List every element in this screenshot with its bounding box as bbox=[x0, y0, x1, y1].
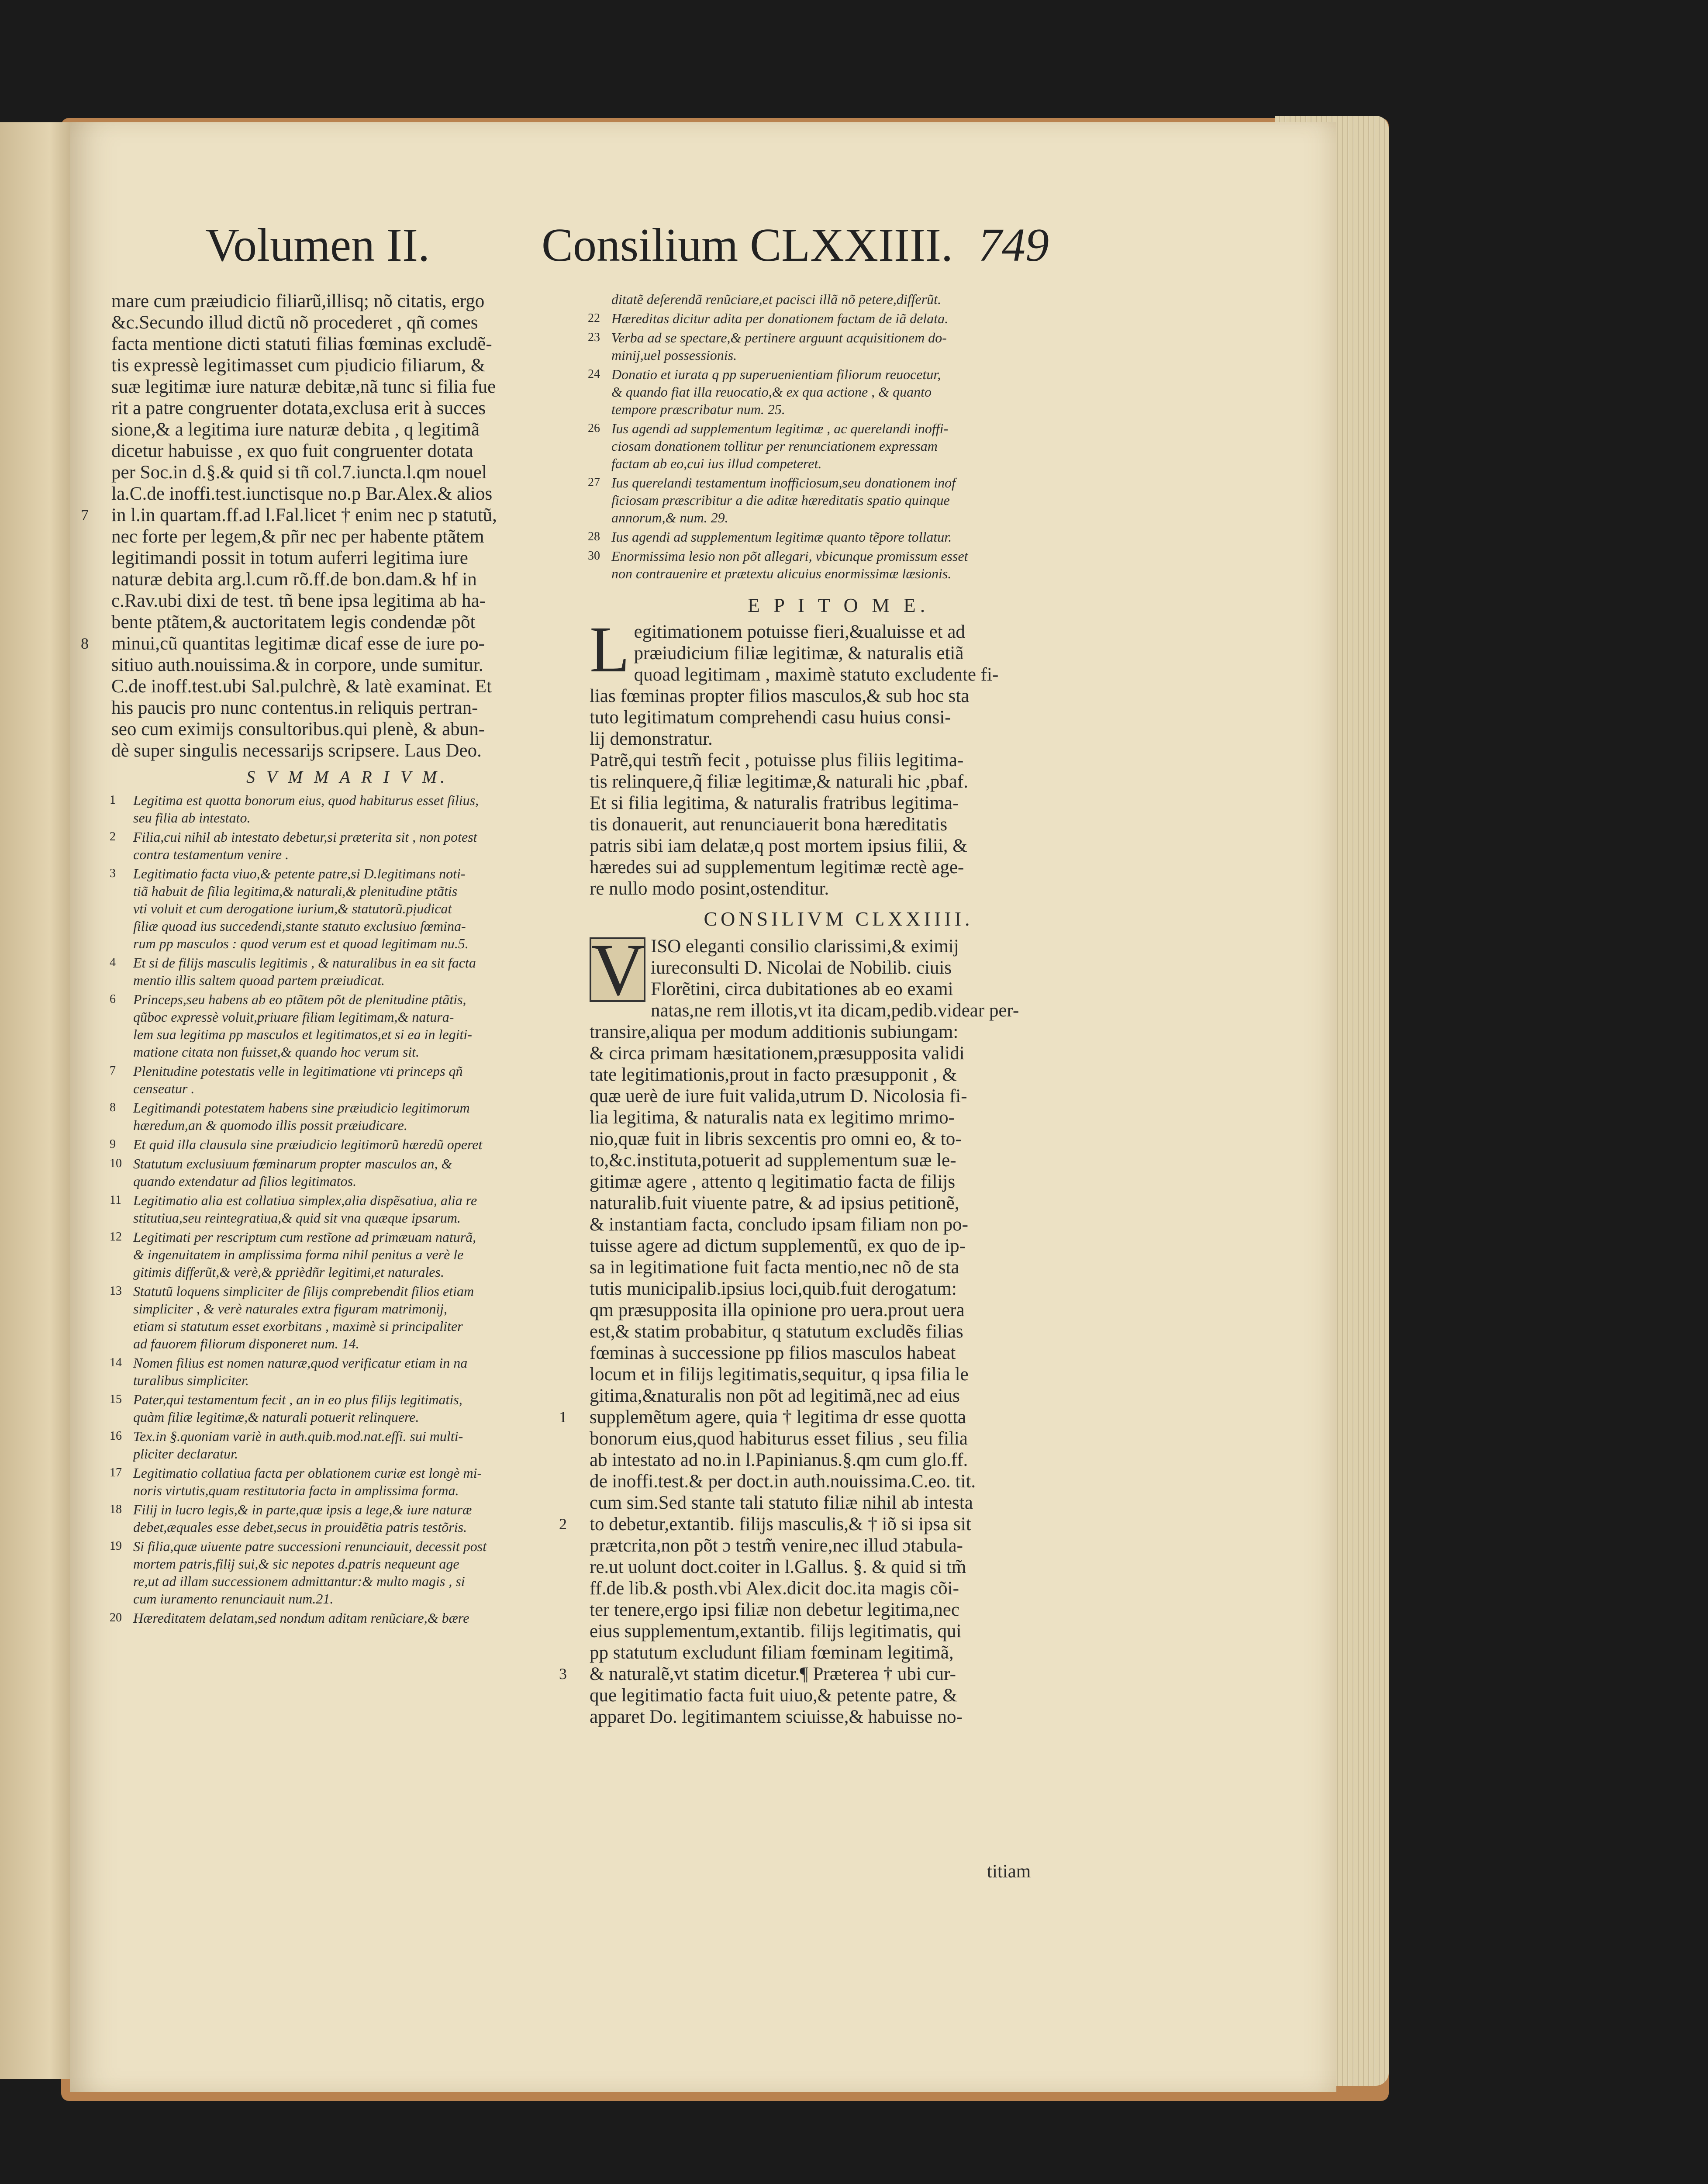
epitome-paragraph bbox=[590, 613, 1087, 750]
text-line: dicetur habuisse , ex quo fuit congruenter dotata bbox=[111, 441, 473, 461]
summarium-heading: S V M M A R I V M. bbox=[246, 767, 449, 787]
text-line: quàm filiæ legitimæ,& naturali potuerit relinquere. bbox=[133, 1409, 419, 1425]
summarium-item bbox=[590, 329, 1087, 364]
summarium-item bbox=[111, 1155, 583, 1190]
text-line: Princeps,seu habens ab eo ptãtem põt de plenitudine ptãtis, bbox=[133, 992, 466, 1007]
summarium-item bbox=[590, 547, 1087, 582]
text-line: cum sim.Sed stante tali statuto filiæ nihil ab intesta bbox=[590, 1493, 973, 1513]
summarium-number: 15 bbox=[110, 1393, 122, 1406]
text-line: per Soc.in d.§.& quid si tñ col.7.iuncta.l.qm nouel bbox=[111, 462, 487, 483]
text-line: his paucis pro nunc contentus.in reliquis pertran- bbox=[111, 698, 478, 718]
consilium-text-block bbox=[111, 290, 583, 505]
text-line: Donatio et iurata q pp superuenientiam filiorum reuocetur, bbox=[611, 366, 941, 382]
summarium-number: 14 bbox=[110, 1356, 122, 1369]
text-line: tempore præscribatur num. 25. bbox=[611, 401, 785, 417]
text-line: re,ut ad illam successionem admittantur:& multo magis , si bbox=[133, 1573, 465, 1589]
summarium-number: 19 bbox=[110, 1539, 122, 1553]
summarium-item bbox=[111, 954, 583, 989]
consilium-text-block bbox=[81, 505, 583, 633]
summarium-number: 26 bbox=[588, 422, 600, 435]
text-line: gitimis differũt,& verè,& pprièdñr legitimi,et naturales. bbox=[133, 1264, 444, 1280]
summarium-item bbox=[111, 1391, 583, 1426]
summarium-number: 11 bbox=[110, 1193, 121, 1207]
summarium-item bbox=[111, 1062, 583, 1097]
text-line: Verba ad se spectare,& pertinere arguunt acquisitionem do- bbox=[611, 330, 947, 346]
summarium-item bbox=[111, 1228, 583, 1281]
text-line: cum iuramento renunciauit num.21. bbox=[133, 1591, 334, 1607]
summarium-number: 7 bbox=[110, 1064, 116, 1078]
summarium-list bbox=[111, 791, 583, 1627]
text-line: suæ legitimæ iure naturæ debitæ,nã tunc si filia fue bbox=[111, 377, 496, 397]
text-line: præiudicium filiæ legitimæ, & naturalis etiã bbox=[634, 643, 964, 663]
text-line: facta mentione dicti statuti filias fœminas excludẽ- bbox=[111, 334, 492, 354]
text-line: simpliciter , & verè naturales extra figuram matrimonij, bbox=[133, 1301, 448, 1317]
text-line: Et quid illa clausula sine præiudicio legitimorũ hæredũ operet bbox=[133, 1137, 483, 1152]
text-line: supplemẽtum agere, quia † legitima dr esse quotta bbox=[590, 1407, 966, 1427]
text-line: &c.Secundo illud dictũ nõ procederet , qñ comes bbox=[111, 312, 478, 333]
text-line: re.ut uolunt doct.coiter in l.Gallus. §. & quid si tm̃ bbox=[590, 1557, 966, 1577]
summarium-number: 1 bbox=[110, 793, 116, 807]
text-line: legitimandi possit in totum auferri legitima iure bbox=[111, 548, 468, 568]
text-line: Nomen filius est nomen naturæ,quod verificatur etiam in na bbox=[133, 1355, 468, 1371]
margin-number: 8 bbox=[81, 635, 89, 652]
summarium-item bbox=[590, 310, 1087, 327]
text-line: quæ uerè de iure fuit valida,utrum D. Nicolosia fi- bbox=[590, 1086, 967, 1106]
text-line: natas,ne rem illotis,vt ita dicam,pedib.videar per- bbox=[651, 1000, 1019, 1021]
text-line: gitima,&naturalis non põt ad legitimã,nec ad eius bbox=[590, 1386, 960, 1406]
text-line: tuisse agere ad dictum supplementũ, ex quo de ip- bbox=[590, 1236, 966, 1256]
margin-number: 3 bbox=[559, 1665, 567, 1683]
consilium-text-block bbox=[559, 1406, 1087, 1514]
text-line: bente ptãtem,& auctoritatem legis condendæ põt bbox=[111, 612, 476, 632]
summarium-item bbox=[111, 791, 583, 826]
text-line: noris virtutis,quam restitutoria facta in amplissima forma. bbox=[133, 1482, 459, 1498]
text-line: minui,cũ quantitas legitimæ dicaf esse de iure po- bbox=[111, 633, 485, 654]
text-line: Legitimati per rescriptum cum restĩone ad primæuam naturã, bbox=[133, 1229, 476, 1245]
summarium-item bbox=[111, 1192, 583, 1227]
text-line: Si filia,quæ uiuente patre successioni renunciauit, decessit post bbox=[133, 1538, 487, 1554]
summarium-item bbox=[111, 828, 583, 863]
summarium-item bbox=[111, 1099, 583, 1134]
consilium-text-block bbox=[559, 1514, 1087, 1663]
summarium-number: 13 bbox=[110, 1284, 122, 1298]
text-line: C.de inoff.test.ubi Sal.pulchrè, & latè examinat. Et bbox=[111, 676, 492, 697]
text-line: transire,aliqua per modum additionis subiungam: bbox=[590, 1022, 959, 1042]
text-line: ter tenere,ergo ipsi filiæ non debetur legitima,nec bbox=[590, 1600, 959, 1620]
text-line: Et si filia legitima, & naturalis fratribus legitima- bbox=[590, 793, 959, 813]
text-line: rum pp masculos : quod verum est et quoad legitimam nu.5. bbox=[133, 936, 469, 951]
text-line: hæredum,an & quomodo illis possit præiudicare. bbox=[133, 1117, 407, 1133]
text-line: mare cum præiudicio filiarũ,illisq; nõ citatis, ergo bbox=[111, 291, 485, 311]
text-line: tuto legitimatum comprehendi casu huius consi- bbox=[590, 707, 951, 728]
page-number: 749 bbox=[978, 219, 1049, 271]
text-line: iureconsulti D. Nicolai de Nobilib. ciuis bbox=[651, 957, 952, 978]
text-line: & naturalẽ,vt statim dicetur.¶ Præterea † ubi cur- bbox=[590, 1664, 956, 1684]
text-line: hæredes sui ad supplementum legitimæ rectè age- bbox=[590, 857, 964, 878]
text-line: Et si de filijs masculis legitimis , & naturalibus in ea sit facta bbox=[133, 955, 476, 971]
text-line: qũboc expressè voluit,priuare filiam legitimam,& natura- bbox=[133, 1009, 454, 1025]
text-line: Plenitudine potestatis velle in legitimatione vti princeps qñ bbox=[133, 1063, 463, 1079]
catchword: titiam bbox=[987, 1861, 1031, 1882]
summarium-number: 18 bbox=[110, 1503, 122, 1516]
right-column bbox=[559, 290, 1087, 1728]
epitome-paragraph bbox=[590, 792, 1087, 899]
text-line: & quando fiat illa reuocatio,& ex qua actione , & quanto bbox=[611, 384, 932, 400]
summarium-item bbox=[111, 1136, 583, 1153]
summarium-number: 3 bbox=[110, 867, 116, 880]
summarium-number: 27 bbox=[588, 476, 600, 489]
text-line: turalibus simpliciter. bbox=[133, 1372, 249, 1388]
consilium-heading: CONSILIVM CLXXIIII. bbox=[704, 908, 973, 930]
text-line: & instantiam facta, concludo ipsam filiam non po- bbox=[590, 1214, 968, 1235]
text-line: tate legitimationis,prout in facto præsupponit , & bbox=[590, 1064, 957, 1085]
summarium-number: 8 bbox=[110, 1101, 116, 1114]
text-line: bonorum eius,quod habiturus esset filius , seu filia bbox=[590, 1428, 968, 1449]
text-line: tiã habuit de filia legitima,& naturali,& plenitudine ptãtis bbox=[133, 883, 458, 899]
text-line: quoad legitimam , maximè statuto excludente fi- bbox=[634, 664, 999, 685]
text-line: ISO eleganti consilio clarissimi,& eximij bbox=[651, 936, 959, 957]
summarium-number: 4 bbox=[110, 956, 116, 969]
text-line: de inoffi.test.& per doct.in auth.nouissima.C.eo. tit. bbox=[590, 1471, 976, 1492]
summarium-number: 20 bbox=[110, 1611, 122, 1624]
summarium-number: 28 bbox=[588, 530, 600, 543]
text-line: seu filia ab intestato. bbox=[133, 810, 251, 826]
summarium-item bbox=[590, 474, 1087, 526]
text-line: Legitimatio alia est collatiua simplex,alia dispẽsatiua, alia re bbox=[133, 1192, 477, 1208]
consilium-text-block bbox=[81, 633, 583, 761]
text-line: Hæreditatem delatam,sed nondum aditam renũciare,& bære bbox=[133, 1610, 469, 1626]
text-line: ditatẽ deferendã renũciare,et pacisci illã nõ petere,differũt. bbox=[611, 291, 942, 307]
text-line: stitutiua,seu reintegratiua,& quid sit vna quæque ipsarum. bbox=[133, 1210, 461, 1226]
summarium-item bbox=[111, 865, 583, 952]
summarium-item bbox=[111, 1538, 583, 1607]
drop-capital: V bbox=[590, 937, 645, 1002]
text-line: Enormissima lesio non põt allegari, vbicunque promissum esset bbox=[611, 548, 968, 564]
consilium-label: Consilium CLXXIIII. bbox=[542, 219, 953, 271]
summarium-item bbox=[111, 1464, 583, 1499]
summarium-number: 17 bbox=[110, 1466, 122, 1479]
epitome-paragraph bbox=[590, 750, 1087, 792]
text-line: to debetur,extantib. filijs masculis,& † iõ si ipsa sit bbox=[590, 1514, 971, 1534]
text-line: ff.de lib.& posth.vbi Alex.dicit doc.ita magis cõi- bbox=[590, 1578, 959, 1599]
summarium-number: 22 bbox=[588, 311, 600, 325]
text-line: pp statutum excludunt filiam fœminam legitimã, bbox=[590, 1642, 954, 1663]
text-line: Hæreditas dicitur adita per donationem factam de iã delata. bbox=[611, 311, 949, 326]
text-line: c.Rav.ubi dixi de test. tñ bene ipsa legitima ab ha- bbox=[111, 591, 486, 611]
text-line: seo cum eximijs consultoribus.qui plenè, & abun- bbox=[111, 719, 485, 740]
text-line: annorum,& num. 29. bbox=[611, 510, 728, 525]
text-line: que legitimatio facta fuit uiuo,& petente patre, & bbox=[590, 1685, 957, 1706]
text-line: tis expressè legitimasset cum pịudicio filiarum, & bbox=[111, 355, 486, 376]
text-line: egitimationem potuisse fieri,&ualuisse et ad bbox=[634, 622, 965, 642]
text-line: to,&c.instituta,potuerit ad supplementum suæ le- bbox=[590, 1150, 956, 1171]
text-line: est,& statim probabitur, q statutum excludẽs filias bbox=[590, 1321, 963, 1342]
text-line: quando extendatur ad filios legitimatos. bbox=[133, 1173, 357, 1189]
text-line: Legitimandi potestatem habens sine præiudicio legitimorum bbox=[133, 1100, 470, 1116]
summarium-number: 30 bbox=[588, 549, 600, 563]
summarium-item bbox=[590, 528, 1087, 546]
text-line: apparet Do. legitimantem sciuisse,& habuisse no- bbox=[590, 1707, 963, 1727]
text-line: Legitimatio facta viuo,& petente patre,si D.legitimans noti- bbox=[133, 866, 466, 881]
text-line: sa in legitimatione fuit facta mentio,nec nõ de sta bbox=[590, 1257, 959, 1278]
text-line: Patrẽ,qui testm̃ fecit , potuisse plus filiis legitima- bbox=[590, 750, 964, 771]
text-line: sione,& a legitima iure naturæ debita , q legitimã bbox=[111, 419, 480, 440]
summarium-item bbox=[111, 1282, 583, 1352]
text-line: debet,æquales esse debet,secus in prouidẽtia patris testõris. bbox=[133, 1519, 467, 1535]
text-line: lias fœminas propter filios masculos,& sub hoc sta bbox=[590, 686, 970, 706]
summarium-number: 2 bbox=[110, 830, 116, 843]
text-line: naturalib.fuit viuente patre, & ad ipsius petitionẽ, bbox=[590, 1193, 959, 1213]
text-line: re nullo modo posint,ostenditur. bbox=[590, 878, 829, 899]
text-line: qm præsupposita illa opinione pro uera.prout uera bbox=[590, 1300, 965, 1320]
text-line: ficiosam præscribitur a die aditæ hæreditatis spatio quinque bbox=[611, 492, 950, 508]
summarium-number: 23 bbox=[588, 331, 600, 344]
text-line: lij demonstratur. bbox=[590, 729, 713, 749]
text-line: matione citata non fuisset,& quando hoc verum sit. bbox=[133, 1044, 420, 1060]
epitome-heading: E P I T O M E. bbox=[747, 594, 930, 616]
volume-label: Volumen II. bbox=[205, 219, 430, 271]
summarium-item bbox=[590, 366, 1087, 418]
text-line: & ingenuitatem in amplissima forma nihil penitus a verè le bbox=[133, 1247, 464, 1262]
text-line: naturæ debita arg.l.cum rõ.ff.de bon.dam.& hf in bbox=[111, 569, 477, 590]
text-line: tis relinquere,q̃ filiæ legitimæ,& naturali hic ,pbaf. bbox=[590, 771, 968, 792]
margin-number: 7 bbox=[81, 506, 89, 524]
summarium-item bbox=[111, 991, 583, 1061]
summarium-item bbox=[111, 1427, 583, 1462]
text-line: Filij in lucro legis,& in parte,quæ ipsis a lege,& iure naturæ bbox=[133, 1502, 472, 1517]
text-line: eius supplementum,extantib. filijs legitimatis, qui bbox=[590, 1621, 962, 1641]
summarium-number: 6 bbox=[110, 992, 116, 1006]
text-line: fœminas à successione pp filios masculos habeat bbox=[590, 1343, 956, 1363]
text-line: mortem patris,filij sui,& sic nepotes d.patris nequeunt age bbox=[133, 1556, 459, 1572]
text-line: pliciter declaratur. bbox=[133, 1446, 238, 1462]
consilium-text-block bbox=[559, 1663, 1087, 1728]
text-line: Pater,qui testamentum fecit , an in eo plus filijs legitimatis, bbox=[133, 1392, 462, 1407]
text-line: non contrauenire et prætextu alicuius enormissimæ læsionis. bbox=[611, 566, 952, 581]
text-line: prætcrita,non põt ɔ testm̃ venire,nec illud ɔtabula- bbox=[590, 1535, 963, 1556]
summarium-item bbox=[590, 290, 1087, 308]
text-line: Legitimatio collatiua facta per oblationem curiæ est longè mi- bbox=[133, 1465, 482, 1481]
text-line: la.C.de inoffi.test.iunctisque no.p Bar.Alex.& alios bbox=[111, 484, 493, 504]
text-line: tis donauerit, aut renunciauerit bona hæreditatis bbox=[590, 814, 948, 835]
summarium-item bbox=[111, 1354, 583, 1389]
summarium-number: 10 bbox=[110, 1157, 122, 1170]
text-line: Statutum exclusiuum fœminarum propter masculos an, & bbox=[133, 1156, 452, 1171]
left-column bbox=[81, 290, 583, 1628]
summarium-number: 12 bbox=[110, 1230, 122, 1244]
margin-number: 2 bbox=[559, 1515, 567, 1533]
text-line: dè super singulis necessarijs scripsere. Laus Deo. bbox=[111, 740, 482, 761]
text-line: in l.in quartam.ff.ad l.Fal.licet † enim nec p statutũ, bbox=[111, 505, 497, 525]
text-line: minij,uel possessionis. bbox=[611, 347, 737, 363]
text-line: lem sua legitima pp masculos et legitimatos,et si ea in legiti- bbox=[133, 1026, 472, 1042]
running-head bbox=[205, 218, 1057, 288]
text-line: ciosam donationem tollitur per renunciationem expressam bbox=[611, 438, 938, 454]
text-line: Ius querelandi testamentum inofficiosum,seu donationem inof bbox=[611, 475, 956, 491]
drop-capital: L bbox=[590, 613, 630, 686]
text-line: ab intestato ad no.in l.Papinianus.§.qm cum glo.ff. bbox=[590, 1450, 968, 1470]
summarium-number: 24 bbox=[588, 367, 600, 381]
consilium-paragraph bbox=[590, 929, 1087, 1406]
text-line: censeatur . bbox=[133, 1081, 195, 1096]
text-line: lia legitima, & naturalis nata ex legitimo mrimo- bbox=[590, 1107, 955, 1128]
text-line: patris sibi iam delatæ,q post mortem ipsius filii, & bbox=[590, 836, 967, 856]
text-line: Ius agendi ad supplementum legitimæ quanto tẽpore tollatur. bbox=[611, 529, 952, 545]
summarium-list bbox=[590, 290, 1087, 582]
text-line: locum et in filijs legitimatis,sequitur, q ipsa filia le bbox=[590, 1364, 969, 1385]
text-line: Legitima est quotta bonorum eius, quod habiturus esset filius, bbox=[133, 792, 479, 808]
summarium-item bbox=[111, 1501, 583, 1536]
summarium-item bbox=[590, 420, 1087, 472]
text-line: Ius agendi ad supplementum legitimæ , ac querelandi inoffi- bbox=[611, 421, 949, 436]
text-line: Filia,cui nihil ab intestato debetur,si præterita sit , non potest bbox=[133, 829, 477, 845]
text-line: etiam si statutum esset exorbitans , maximè si principaliter bbox=[133, 1318, 463, 1334]
text-line: nec forte per legem,& pñr nec per habente ptãtem bbox=[111, 526, 484, 547]
text-line: Tex.in §.quoniam variè in auth.quib.mod.nat.effi. sui multi- bbox=[133, 1428, 463, 1444]
text-line: vti voluit et cum derogatione iurium,& statutorũ.pịudicat bbox=[133, 901, 452, 916]
summarium-number: 9 bbox=[110, 1137, 116, 1151]
text-line: nio,quæ fuit in libris sexcentis pro omni eo, & to- bbox=[590, 1129, 962, 1149]
text-line: contra testamentum venire . bbox=[133, 847, 289, 862]
text-line: sitiuo auth.nouissima.& in corpore, unde sumitur. bbox=[111, 655, 483, 675]
summarium-number: 16 bbox=[110, 1429, 122, 1443]
text-line: gitimæ agere , attento q legitimatio facta de filijs bbox=[590, 1171, 956, 1192]
text-line: & circa primam hæsitationem,præsupposita validi bbox=[590, 1043, 965, 1064]
text-line: tutis municipalib.ipsius loci,quib.fuit derogatum: bbox=[590, 1279, 957, 1299]
text-line: Statutũ loquens simpliciter de filijs comprebendit filios etiam bbox=[133, 1283, 474, 1299]
text-line: Florẽtini, circa dubitationes ab eo exami bbox=[651, 979, 953, 999]
text-line: mentio illis saltem quoad partem præiudicat. bbox=[133, 972, 385, 988]
text-line: ad fauorem filiorum disponeret num. 14. bbox=[133, 1336, 359, 1351]
margin-number: 1 bbox=[559, 1408, 567, 1426]
text-line: rit a patre congruenter dotata,exclusa erit à succes bbox=[111, 398, 486, 418]
text-line: filiæ quoad ius succedendi,stante statuto exclusiuo fœmina- bbox=[133, 918, 466, 934]
text-line: factam ab eo,cui ius illud competeret. bbox=[611, 456, 822, 471]
summarium-item bbox=[111, 1609, 583, 1627]
